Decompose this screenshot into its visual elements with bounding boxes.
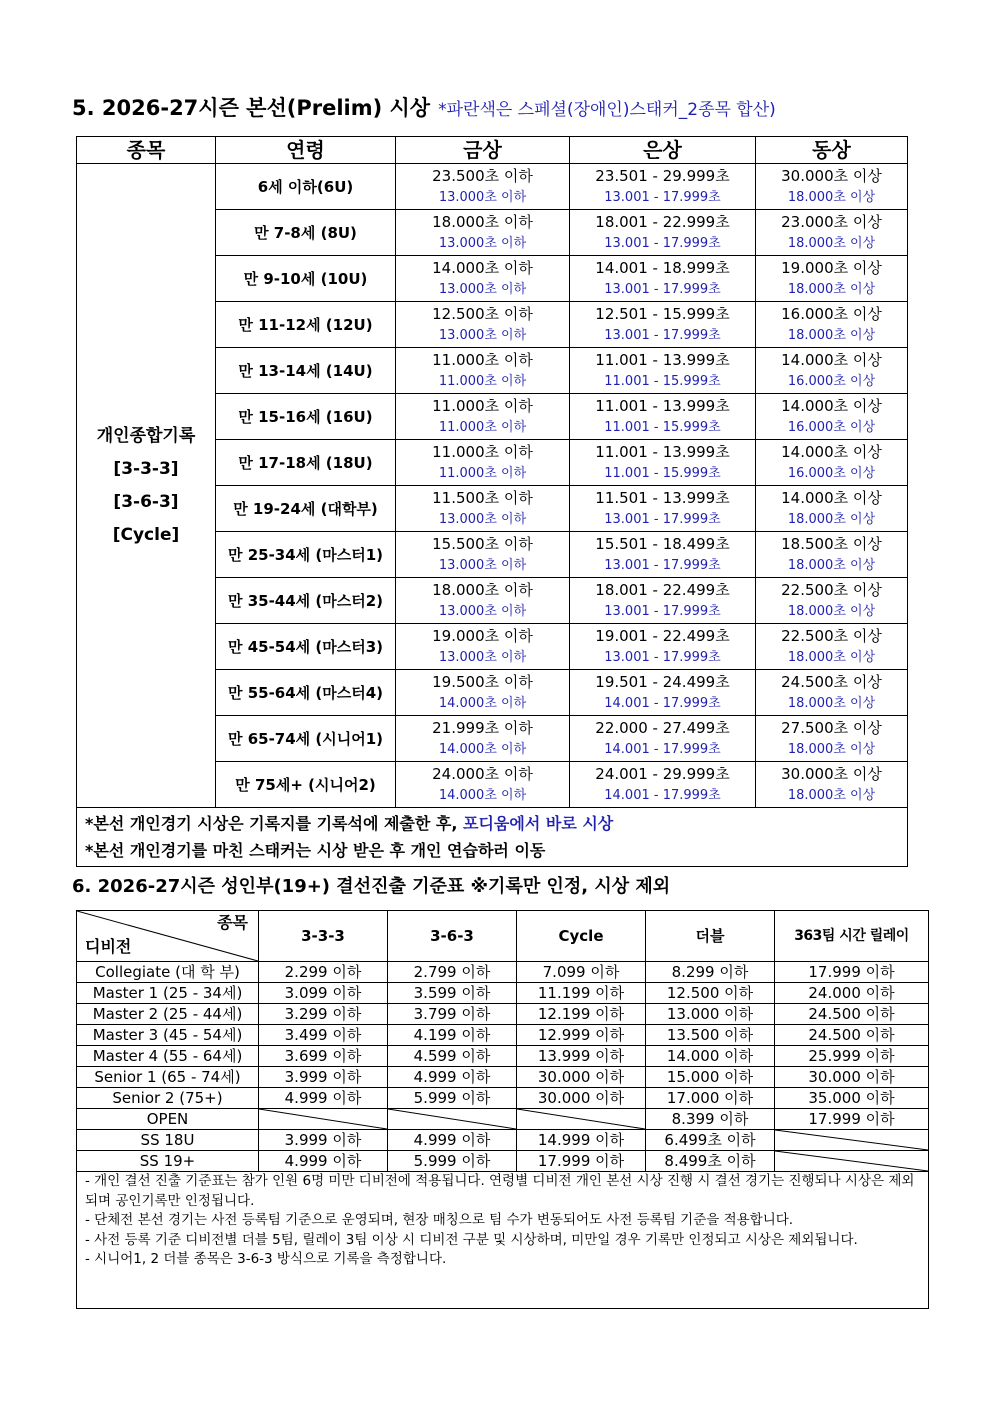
standard-cell: 15.000 이하 (646, 1067, 775, 1088)
header-gold: 금상 (396, 137, 570, 164)
table-header-row (77, 911, 929, 962)
silver-cell (570, 256, 756, 302)
gold-cell (396, 486, 570, 532)
standard-cell: 3.799 이하 (388, 1004, 517, 1025)
gold-cell-standard: 18.000초 이하 (432, 212, 533, 231)
standard-cell: 4.599 이하 (388, 1046, 517, 1067)
silver-cell (570, 302, 756, 348)
silver-cell-standard: 11.501 - 13.999초 (595, 488, 730, 507)
bronze-cell-special: 18.000초 이상 (787, 281, 876, 297)
silver-cell-standard: 11.001 - 13.999초 (595, 350, 730, 369)
bronze-cell (756, 440, 908, 486)
not-applicable-cell (259, 1109, 388, 1130)
division-cell: Master 3 (45 - 54세) (77, 1025, 259, 1046)
silver-cell-standard: 24.001 - 29.999초 (595, 764, 730, 783)
bronze-cell (756, 716, 908, 762)
age-cell: 만 11-12세 (12U) (216, 302, 396, 348)
gold-cell-special: 11.000초 이하 (438, 419, 527, 435)
silver-cell-standard: 22.000 - 27.499초 (595, 718, 730, 737)
standard-cell: 7.099 이하 (517, 962, 646, 983)
header-double: 더블 (646, 911, 775, 962)
division-cell: OPEN (77, 1109, 259, 1130)
bronze-cell (756, 210, 908, 256)
silver-cell-special: 13.001 - 17.999초 (604, 189, 721, 205)
bronze-cell-standard: 30.000초 이상 (781, 166, 882, 185)
standard-cell: 3.999 이하 (259, 1067, 388, 1088)
silver-cell-standard: 11.001 - 13.999초 (595, 442, 730, 461)
silver-cell-special: 13.001 - 17.999초 (604, 235, 721, 251)
silver-cell (570, 486, 756, 532)
silver-cell-special: 13.001 - 17.999초 (604, 327, 721, 343)
bronze-cell-special: 18.000초 이상 (787, 695, 876, 711)
table-row (77, 1088, 929, 1109)
silver-cell-special: 13.001 - 17.999초 (604, 649, 721, 665)
table-row (77, 962, 929, 983)
silver-cell (570, 670, 756, 716)
table-row (77, 1151, 929, 1172)
note-item: - 개인 결선 진출 기준표는 참가 인원 6명 미만 디비전에 적용됩니다. 연령별 디비전 개인 본선 시상 진행 시 결선 경기는 진행되나 시상은 제외되며 공인기록만 인정됩니다. (85, 1173, 915, 1209)
silver-cell-standard: 23.501 - 29.999초 (595, 166, 730, 185)
bronze-cell-special: 18.000초 이상 (787, 603, 876, 619)
bronze-cell (756, 164, 908, 210)
silver-cell-standard: 11.001 - 13.999초 (595, 396, 730, 415)
note-2: *본선 개인경기를 마친 스태커는 시상 받은 후 개인 연습하러 이동 (85, 841, 546, 860)
age-cell: 만 17-18세 (18U) (216, 440, 396, 486)
header-333: 3-3-3 (259, 911, 388, 962)
table-row (77, 1130, 929, 1151)
silver-cell-special: 11.001 - 15.999초 (604, 373, 721, 389)
age-cell: 만 45-54세 (마스터3) (216, 624, 396, 670)
table-header-row (77, 137, 908, 164)
gold-cell-special: 13.000초 이하 (438, 511, 527, 527)
table-row (77, 983, 929, 1004)
note-1: *본선 개인경기 시상은 기록지를 기록석에 제출한 후, 포디움에서 바로 시상 (85, 814, 614, 833)
age-cell: 만 7-8세 (8U) (216, 210, 396, 256)
note-item: - 단체전 본선 경기는 사전 등록팀 기준으로 운영되며, 현장 매칭으로 팀 수가 변동되어도 사전 등록팀 기준을 적용합니다. (85, 1212, 794, 1228)
silver-cell-special: 13.001 - 17.999초 (604, 557, 721, 573)
standard-cell: 5.999 이하 (388, 1151, 517, 1172)
division-cell: Collegiate (대 학 부) (77, 962, 259, 983)
standard-cell: 5.999 이하 (388, 1088, 517, 1109)
gold-cell (396, 716, 570, 762)
bronze-cell (756, 578, 908, 624)
standard-cell: 3.699 이하 (259, 1046, 388, 1067)
silver-cell-special: 14.001 - 17.999초 (604, 695, 721, 711)
gold-cell-special: 14.000초 이하 (438, 787, 527, 803)
silver-cell (570, 210, 756, 256)
gold-cell-special: 13.000초 이하 (438, 649, 527, 665)
silver-cell (570, 716, 756, 762)
header-age: 연령 (216, 137, 396, 164)
gold-cell-special: 11.000초 이하 (438, 373, 527, 389)
silver-cell-standard: 15.501 - 18.499초 (595, 534, 730, 553)
bronze-cell (756, 256, 908, 302)
standard-cell: 35.000 이하 (775, 1088, 929, 1109)
standard-cell: 14.000 이하 (646, 1046, 775, 1067)
bronze-cell (756, 762, 908, 808)
gold-cell-special: 13.000초 이하 (438, 189, 527, 205)
bronze-cell-standard: 14.000초 이상 (781, 442, 882, 461)
bronze-cell-special: 18.000초 이상 (787, 189, 876, 205)
not-applicable-cell (775, 1130, 929, 1151)
gold-cell (396, 440, 570, 486)
standard-cell: 11.199 이하 (517, 983, 646, 1004)
gold-cell (396, 348, 570, 394)
silver-cell-standard: 19.501 - 24.499초 (595, 672, 730, 691)
gold-cell-standard: 19.500초 이하 (432, 672, 533, 691)
bronze-cell (756, 394, 908, 440)
standard-cell: 13.500 이하 (646, 1025, 775, 1046)
gold-cell (396, 164, 570, 210)
bronze-cell (756, 348, 908, 394)
silver-cell (570, 624, 756, 670)
age-cell: 만 35-44세 (마스터2) (216, 578, 396, 624)
bronze-cell-standard: 24.500초 이상 (781, 672, 882, 691)
gold-cell-standard: 24.000초 이하 (432, 764, 533, 783)
division-cell: Master 2 (25 - 44세) (77, 1004, 259, 1025)
bronze-cell-standard: 27.500초 이상 (781, 718, 882, 737)
bronze-cell-standard: 16.000초 이상 (781, 304, 882, 323)
gold-cell (396, 578, 570, 624)
event-label-line: [3-3-3] (113, 458, 179, 479)
bronze-cell-special: 16.000초 이상 (787, 373, 876, 389)
standard-cell: 4.999 이하 (259, 1088, 388, 1109)
gold-cell (396, 210, 570, 256)
gold-cell-special: 13.000초 이하 (438, 281, 527, 297)
standard-cell: 30.000 이하 (775, 1067, 929, 1088)
gold-cell (396, 624, 570, 670)
silver-cell (570, 164, 756, 210)
corner-division-label: 디비전 (85, 937, 132, 956)
not-applicable-cell (775, 1151, 929, 1172)
bronze-cell-special: 18.000초 이상 (787, 511, 876, 527)
event-label-line: [Cycle] (112, 524, 180, 545)
standard-cell: 12.999 이하 (517, 1025, 646, 1046)
event-label-line: 개인종합기록 (96, 425, 196, 446)
silver-cell (570, 440, 756, 486)
standard-cell: 25.999 이하 (775, 1046, 929, 1067)
division-cell: SS 18U (77, 1130, 259, 1151)
corner-event-label: 종목 (217, 913, 248, 932)
standard-cell: 3.599 이하 (388, 983, 517, 1004)
bronze-cell-special: 18.000초 이상 (787, 787, 876, 803)
note-item: - 시니어1, 2 더블 종목은 3-6-3 방식으로 기록을 측정합니다. (85, 1251, 447, 1267)
gold-cell-standard: 11.500초 이하 (432, 488, 533, 507)
award-notes (77, 808, 908, 867)
standard-cell: 12.500 이하 (646, 983, 775, 1004)
bronze-cell (756, 486, 908, 532)
gold-cell-special: 13.000초 이하 (438, 327, 527, 343)
gold-cell-special: 13.000초 이하 (438, 557, 527, 573)
silver-cell-special: 13.001 - 17.999초 (604, 603, 721, 619)
gold-cell-special: 14.000초 이하 (438, 741, 527, 757)
gold-cell-special: 13.000초 이하 (438, 235, 527, 251)
age-cell: 만 15-16세 (16U) (216, 394, 396, 440)
silver-cell-standard: 18.001 - 22.999초 (595, 212, 730, 231)
silver-cell-special: 11.001 - 15.999초 (604, 419, 721, 435)
silver-cell-standard: 12.501 - 15.999초 (595, 304, 730, 323)
standard-cell: 4.999 이하 (388, 1130, 517, 1151)
division-cell: Master 4 (55 - 64세) (77, 1046, 259, 1067)
bronze-cell (756, 670, 908, 716)
silver-cell-standard: 19.001 - 22.499초 (595, 626, 730, 645)
silver-cell-special: 11.001 - 15.999초 (604, 465, 721, 481)
silver-cell (570, 348, 756, 394)
standard-cell: 17.999 이하 (775, 962, 929, 983)
standard-cell: 4.999 이하 (388, 1067, 517, 1088)
silver-cell (570, 394, 756, 440)
gold-cell-standard: 23.500초 이하 (432, 166, 533, 185)
bronze-cell-standard: 14.000초 이상 (781, 488, 882, 507)
table-row (77, 1067, 929, 1088)
gold-cell-special: 13.000초 이하 (438, 603, 527, 619)
age-cell: 만 65-74세 (시니어1) (216, 716, 396, 762)
silver-cell (570, 532, 756, 578)
gold-cell (396, 256, 570, 302)
standard-cell: 13.000 이하 (646, 1004, 775, 1025)
age-cell: 만 75세+ (시니어2) (216, 762, 396, 808)
standard-cell: 8.299 이하 (646, 962, 775, 983)
gold-cell (396, 532, 570, 578)
age-cell: 6세 이하(6U) (216, 164, 396, 210)
standard-cell: 3.999 이하 (259, 1130, 388, 1151)
final-qualification-table (76, 910, 929, 1309)
gold-cell-standard: 21.999초 이하 (432, 718, 533, 737)
standard-cell: 2.299 이하 (259, 962, 388, 983)
standard-cell: 4.999 이하 (259, 1151, 388, 1172)
standard-cell: 3.499 이하 (259, 1025, 388, 1046)
standard-cell: 3.299 이하 (259, 1004, 388, 1025)
standard-cell: 3.099 이하 (259, 983, 388, 1004)
standard-cell: 4.199 이하 (388, 1025, 517, 1046)
gold-cell (396, 762, 570, 808)
bronze-cell-special: 18.000초 이상 (787, 741, 876, 757)
gold-cell (396, 394, 570, 440)
table-row (77, 1025, 929, 1046)
bronze-cell-standard: 14.000초 이상 (781, 350, 882, 369)
gold-cell-standard: 11.000초 이하 (432, 442, 533, 461)
bronze-cell-standard: 19.000초 이상 (781, 258, 882, 277)
diagonal-line (517, 1109, 645, 1129)
gold-cell-standard: 14.000초 이하 (432, 258, 533, 277)
bronze-cell-standard: 23.000초 이상 (781, 212, 882, 231)
table-row (77, 164, 908, 210)
bronze-cell-special: 18.000초 이상 (787, 327, 876, 343)
bronze-cell (756, 532, 908, 578)
prelim-award-table (76, 136, 908, 867)
bronze-cell-special: 18.000초 이상 (787, 235, 876, 251)
qualification-notes (77, 1172, 929, 1309)
section5-title: 5. 2026-27시즌 본선(Prelim) 시상 *파란색은 스페셜(장애인)스태커_2종목 합산) (72, 96, 776, 120)
age-cell: 만 55-64세 (마스터4) (216, 670, 396, 716)
gold-cell-special: 14.000초 이하 (438, 695, 527, 711)
bronze-cell-special: 16.000초 이상 (787, 465, 876, 481)
bronze-cell-standard: 22.500초 이상 (781, 626, 882, 645)
bronze-cell (756, 624, 908, 670)
table-row (77, 1046, 929, 1067)
silver-cell-standard: 18.001 - 22.499초 (595, 580, 730, 599)
header-bronze: 동상 (756, 137, 908, 164)
bronze-cell-special: 18.000초 이상 (787, 649, 876, 665)
silver-cell-standard: 14.001 - 18.999초 (595, 258, 730, 277)
gold-cell-standard: 12.500초 이하 (432, 304, 533, 323)
silver-cell-special: 14.001 - 17.999초 (604, 741, 721, 757)
event-label-cell (77, 164, 216, 808)
division-cell: Senior 2 (75+) (77, 1088, 259, 1109)
standard-cell: 17.999 이하 (517, 1151, 646, 1172)
header-363: 3-6-3 (388, 911, 517, 962)
silver-cell-special: 14.001 - 17.999초 (604, 787, 721, 803)
standard-cell: 24.500 이하 (775, 1004, 929, 1025)
not-applicable-cell (388, 1109, 517, 1130)
standard-cell: 17.000 이하 (646, 1088, 775, 1109)
header-event: 종목 (77, 137, 216, 164)
bronze-cell (756, 302, 908, 348)
gold-cell-special: 11.000초 이하 (438, 465, 527, 481)
notes-row (77, 1172, 929, 1309)
table-row (77, 1109, 929, 1130)
header-silver: 은상 (570, 137, 756, 164)
gold-cell-standard: 15.500초 이하 (432, 534, 533, 553)
standard-cell: 2.799 이하 (388, 962, 517, 983)
age-cell: 만 13-14세 (14U) (216, 348, 396, 394)
age-cell: 만 25-34세 (마스터1) (216, 532, 396, 578)
gold-cell-standard: 18.000초 이하 (432, 580, 533, 599)
standard-cell: 13.999 이하 (517, 1046, 646, 1067)
division-cell: Senior 1 (65 - 74세) (77, 1067, 259, 1088)
silver-cell (570, 762, 756, 808)
diagonal-line (775, 1151, 928, 1171)
diagonal-line (388, 1109, 516, 1129)
event-label-line: [3-6-3] (113, 491, 179, 512)
bronze-cell-standard: 18.500초 이상 (781, 534, 882, 553)
bronze-cell-standard: 22.500초 이상 (781, 580, 882, 599)
age-cell: 만 9-10세 (10U) (216, 256, 396, 302)
note-item: - 사전 등록 기준 디비전별 더블 5팀, 릴레이 3팀 이상 시 디비전 구분 및 시상하며, 미만일 경우 기록만 인정되고 시상은 제외됩니다. (85, 1231, 858, 1248)
header-cycle: Cycle (517, 911, 646, 962)
header-relay: 363팀 시간 릴레이 (775, 911, 929, 962)
gold-cell (396, 670, 570, 716)
diagonal-line (775, 1130, 928, 1150)
standard-cell: 30.000 이하 (517, 1067, 646, 1088)
gold-cell (396, 302, 570, 348)
gold-cell-standard: 11.000초 이하 (432, 350, 533, 369)
silver-cell-special: 13.001 - 17.999초 (604, 281, 721, 297)
age-cell: 만 19-24세 (대학부) (216, 486, 396, 532)
silver-cell (570, 578, 756, 624)
table-row (77, 1004, 929, 1025)
not-applicable-cell (517, 1109, 646, 1130)
standard-cell: 30.000 이하 (517, 1088, 646, 1109)
standard-cell: 8.399 이하 (646, 1109, 775, 1130)
standard-cell: 12.199 이하 (517, 1004, 646, 1025)
bronze-cell-special: 18.000초 이상 (787, 557, 876, 573)
division-cell: SS 19+ (77, 1151, 259, 1172)
note-row (77, 808, 908, 867)
section5-subtitle: *파란색은 스페셜(장애인)스태커_2종목 합산) (438, 100, 776, 120)
silver-cell-special: 13.001 - 17.999초 (604, 511, 721, 527)
bronze-cell-standard: 30.000초 이상 (781, 764, 882, 783)
standard-cell: 24.000 이하 (775, 983, 929, 1004)
section6-title: 6. 2026-27시즌 성인부(19+) 결선진출 기준표 ※기록만 인정, 시상 제외 (72, 876, 671, 897)
corner-header (77, 911, 259, 962)
bronze-cell-special: 16.000초 이상 (787, 419, 876, 435)
gold-cell-standard: 19.000초 이하 (432, 626, 533, 645)
bronze-cell-standard: 14.000초 이상 (781, 396, 882, 415)
standard-cell: 6.499초 이하 (646, 1130, 775, 1151)
standard-cell: 24.500 이하 (775, 1025, 929, 1046)
standard-cell: 8.499초 이하 (646, 1151, 775, 1172)
diagonal-line (259, 1109, 387, 1129)
division-cell: Master 1 (25 - 34세) (77, 983, 259, 1004)
gold-cell-standard: 11.000초 이하 (432, 396, 533, 415)
standard-cell: 17.999 이하 (775, 1109, 929, 1130)
standard-cell: 14.999 이하 (517, 1130, 646, 1151)
